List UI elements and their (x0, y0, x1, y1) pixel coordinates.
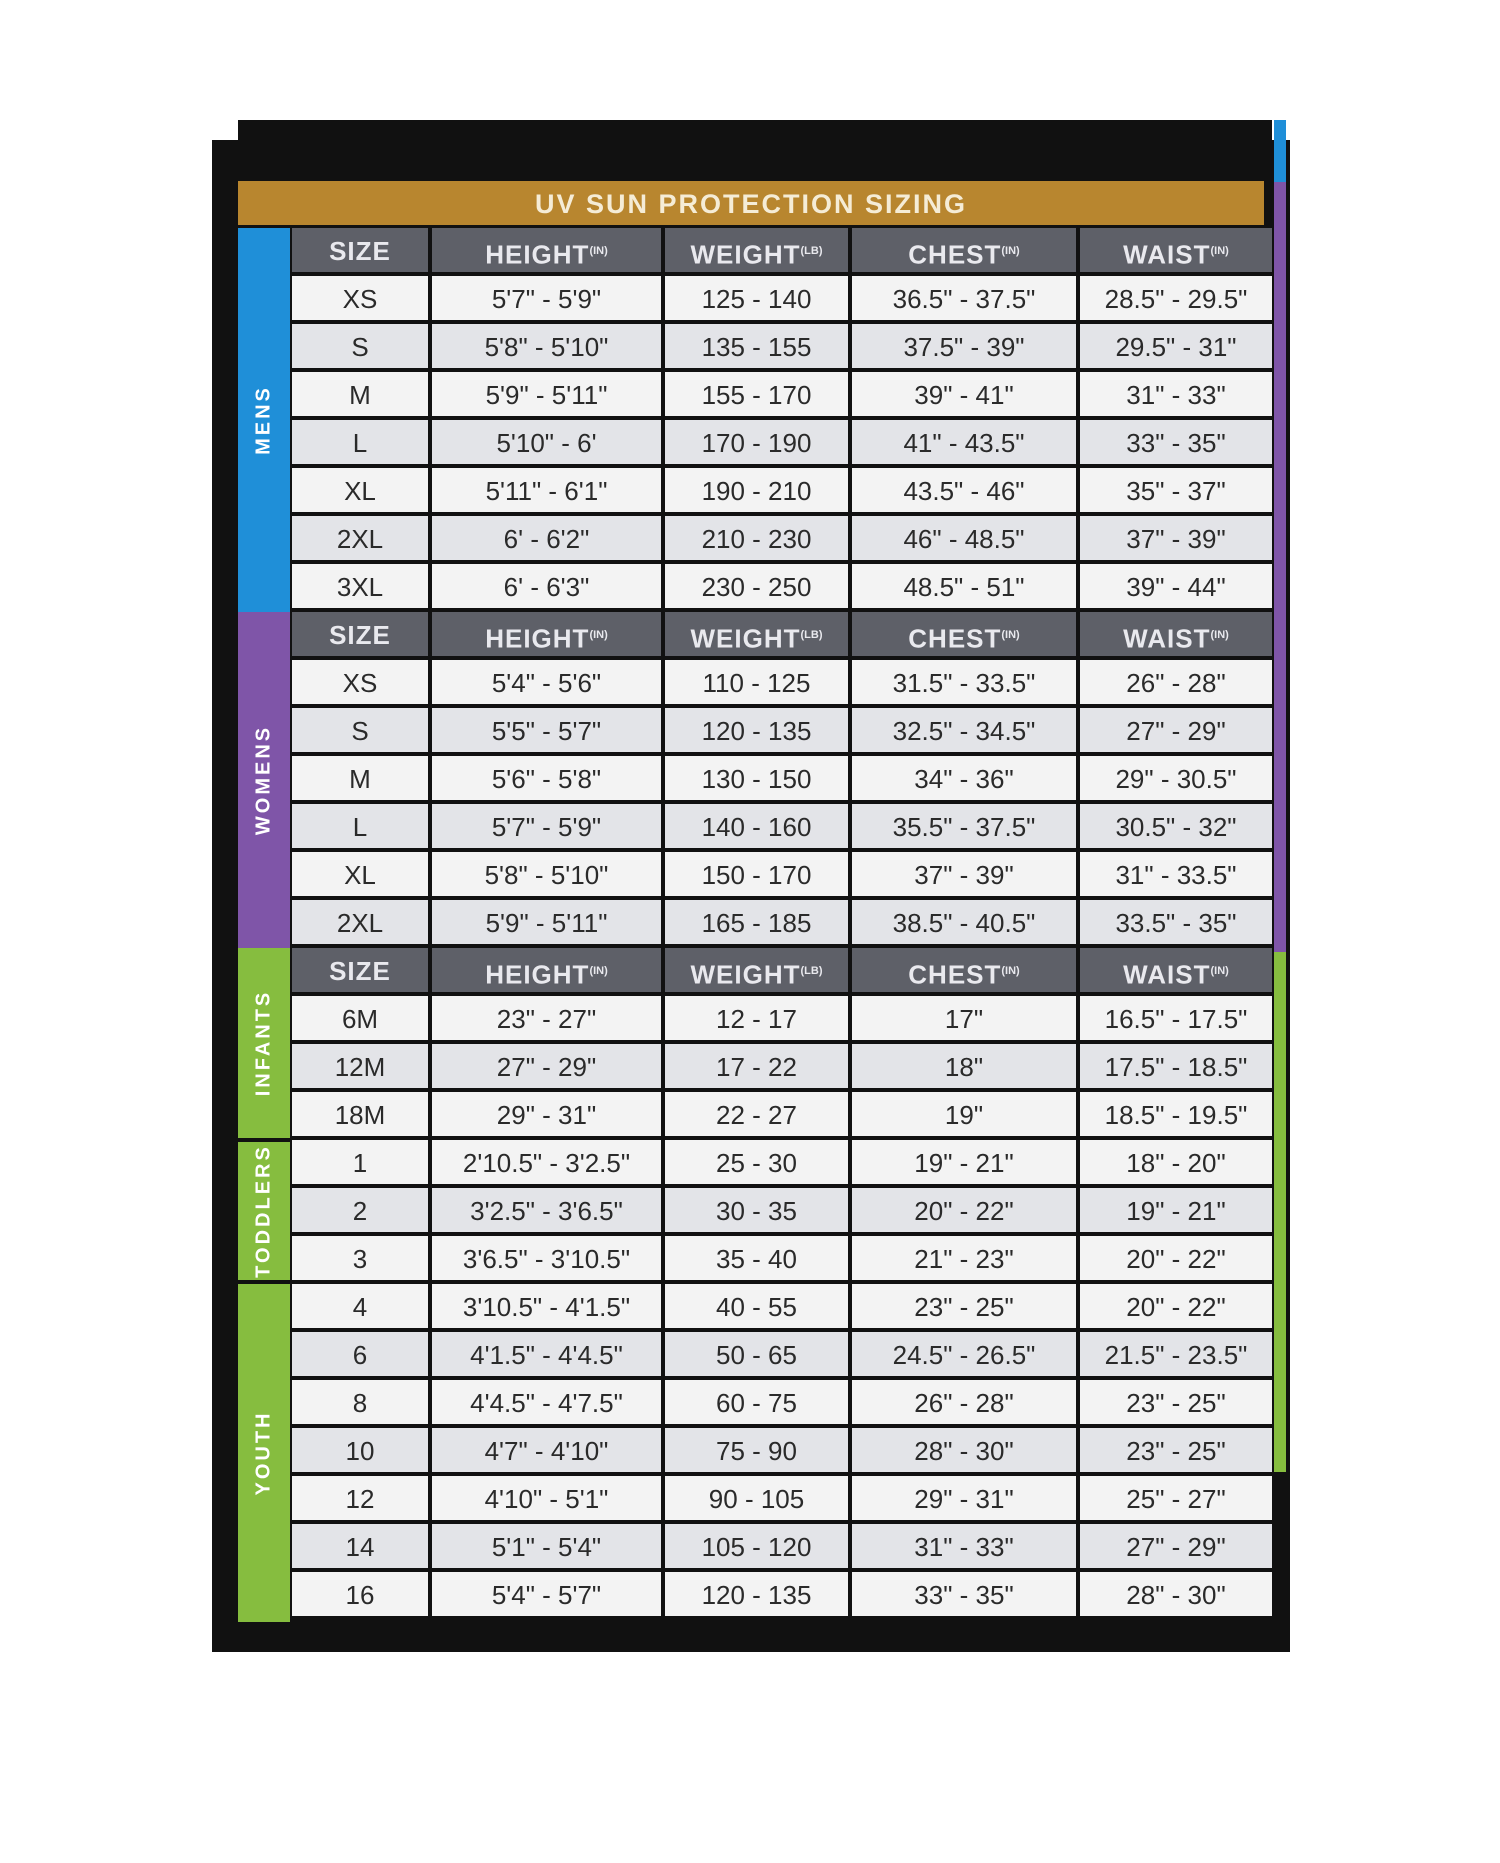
column-header-label: CHEST (908, 239, 1002, 270)
table-row (292, 1188, 1264, 1232)
column-header-height (432, 612, 661, 656)
table-cell-size: 4 (292, 1284, 428, 1328)
table-cell-size: XS (292, 276, 428, 320)
table-cell-size: 3XL (292, 564, 428, 608)
column-header-waist (1080, 612, 1272, 656)
table-row (292, 276, 1264, 320)
column-header-label: HEIGHT (485, 959, 590, 990)
toddlers-label: TODDLERS (252, 1144, 275, 1278)
table-cell-waist: 20" - 22" (1080, 1284, 1272, 1328)
table-cell-chest: 29" - 31" (852, 1476, 1076, 1520)
youth-label: YOUTH (252, 1410, 275, 1496)
table-cell-height: 5'9" - 5'11" (432, 372, 661, 416)
table-cell-weight: 40 - 55 (665, 1284, 848, 1328)
table-cell-chest: 46" - 48.5" (852, 516, 1076, 560)
column-header-label: WEIGHT (690, 239, 801, 270)
table-cell-waist: 31" - 33" (1080, 372, 1272, 416)
table-cell-weight: 165 - 185 (665, 900, 848, 944)
table-row (292, 372, 1264, 416)
table-cell-height: 27" - 29" (432, 1044, 661, 1088)
table-cell-size: 6 (292, 1332, 428, 1376)
table-cell-height: 5'4" - 5'7" (432, 1572, 661, 1616)
table-row (292, 852, 1264, 896)
column-header-unit: (IN) (1001, 965, 1020, 977)
table-cell-size: 2XL (292, 516, 428, 560)
table-cell-weight: 17 - 22 (665, 1044, 848, 1088)
page-title: UV SUN PROTECTION SIZING (238, 181, 1264, 225)
table-cell-weight: 170 - 190 (665, 420, 848, 464)
column-header-label: CHEST (908, 959, 1002, 990)
column-header-label: WEIGHT (690, 623, 801, 654)
table-cell-height: 6' - 6'2" (432, 516, 661, 560)
table-cell-chest: 17" (852, 996, 1076, 1040)
table-cell-weight: 125 - 140 (665, 276, 848, 320)
table-cell-weight: 135 - 155 (665, 324, 848, 368)
column-header-unit: (IN) (1210, 629, 1229, 641)
table-cell-height: 3'2.5" - 3'6.5" (432, 1188, 661, 1232)
column-header-label: HEIGHT (485, 623, 590, 654)
table-cell-chest: 19" - 21" (852, 1140, 1076, 1184)
infants-header-row (292, 948, 1264, 992)
table-cell-waist: 16.5" - 17.5" (1080, 996, 1272, 1040)
right-color-stripe (1274, 120, 1286, 1472)
table-cell-weight: 210 - 230 (665, 516, 848, 560)
table-cell-chest: 21" - 23" (852, 1236, 1076, 1280)
column-header-weight (665, 612, 848, 656)
column-header-unit: (IN) (589, 965, 608, 977)
table-cell-chest: 20" - 22" (852, 1188, 1076, 1232)
table-cell-size: 12M (292, 1044, 428, 1088)
table-cell-size: 6M (292, 996, 428, 1040)
table-cell-size: 18M (292, 1092, 428, 1136)
infants-label: INFANTS (252, 989, 275, 1097)
table-row (292, 900, 1264, 944)
column-header-height (432, 948, 661, 992)
table-cell-size: 3 (292, 1236, 428, 1280)
table-cell-height: 4'4.5" - 4'7.5" (432, 1380, 661, 1424)
column-header-label: SIZE (329, 236, 391, 266)
table-cell-height: 5'7" - 5'9" (432, 276, 661, 320)
table-cell-waist: 25" - 27" (1080, 1476, 1272, 1520)
mens-label: MENS (252, 385, 275, 455)
table-row (292, 324, 1264, 368)
table-row (292, 564, 1264, 608)
column-header-size (292, 948, 428, 992)
table-cell-size: 14 (292, 1524, 428, 1568)
table-cell-weight: 105 - 120 (665, 1524, 848, 1568)
table-cell-waist: 27" - 29" (1080, 1524, 1272, 1568)
table-cell-chest: 31" - 33" (852, 1524, 1076, 1568)
table-cell-chest: 19" (852, 1092, 1076, 1136)
column-header-unit: (IN) (1001, 629, 1020, 641)
table-row (292, 1380, 1264, 1424)
table-cell-weight: 120 - 135 (665, 708, 848, 752)
table-cell-height: 5'6" - 5'8" (432, 756, 661, 800)
table-cell-height: 5'4" - 5'6" (432, 660, 661, 704)
table-cell-chest: 38.5" - 40.5" (852, 900, 1076, 944)
table-cell-waist: 18.5" - 19.5" (1080, 1092, 1272, 1136)
table-row (292, 468, 1264, 512)
table-row (292, 1332, 1264, 1376)
table-cell-weight: 22 - 27 (665, 1092, 848, 1136)
column-header-label: WEIGHT (690, 959, 801, 990)
table-row (292, 1476, 1264, 1520)
womens-label: WOMENS (252, 724, 275, 836)
table-cell-weight: 140 - 160 (665, 804, 848, 848)
table-row (292, 756, 1264, 800)
table-cell-waist: 23" - 25" (1080, 1428, 1272, 1472)
table-cell-weight: 12 - 17 (665, 996, 848, 1040)
table-cell-weight: 130 - 150 (665, 756, 848, 800)
table-cell-waist: 26" - 28" (1080, 660, 1272, 704)
column-header-chest (852, 948, 1076, 992)
table-cell-size: L (292, 420, 428, 464)
table-cell-waist: 29" - 30.5" (1080, 756, 1272, 800)
table-row (292, 660, 1264, 704)
table-cell-height: 5'9" - 5'11" (432, 900, 661, 944)
table-cell-waist: 19" - 21" (1080, 1188, 1272, 1232)
table-cell-weight: 120 - 135 (665, 1572, 848, 1616)
table-cell-size: XL (292, 468, 428, 512)
column-header-waist (1080, 228, 1272, 272)
column-header-chest (852, 612, 1076, 656)
column-header-unit: (LB) (800, 629, 823, 641)
table-cell-size: 12 (292, 1476, 428, 1520)
table-cell-chest: 23" - 25" (852, 1284, 1076, 1328)
column-header-weight (665, 228, 848, 272)
table-cell-height: 5'5" - 5'7" (432, 708, 661, 752)
column-header-label: WAIST (1123, 959, 1211, 990)
table-cell-height: 5'8" - 5'10" (432, 852, 661, 896)
table-cell-size: M (292, 756, 428, 800)
table-cell-waist: 35" - 37" (1080, 468, 1272, 512)
table-cell-chest: 35.5" - 37.5" (852, 804, 1076, 848)
table-cell-size: 16 (292, 1572, 428, 1616)
table-cell-weight: 25 - 30 (665, 1140, 848, 1184)
table-cell-weight: 60 - 75 (665, 1380, 848, 1424)
column-header-chest (852, 228, 1076, 272)
table-row (292, 1572, 1264, 1616)
table-cell-chest: 41" - 43.5" (852, 420, 1076, 464)
table-cell-height: 23" - 27" (432, 996, 661, 1040)
column-header-unit: (IN) (1210, 965, 1229, 977)
column-header-label: WAIST (1123, 239, 1211, 270)
table-cell-size: 10 (292, 1428, 428, 1472)
table-cell-size: L (292, 804, 428, 848)
table-cell-chest: 48.5" - 51" (852, 564, 1076, 608)
column-header-unit: (IN) (589, 629, 608, 641)
table-cell-weight: 90 - 105 (665, 1476, 848, 1520)
table-row (292, 804, 1264, 848)
table-cell-height: 5'8" - 5'10" (432, 324, 661, 368)
table-cell-waist: 39" - 44" (1080, 564, 1272, 608)
column-header-waist (1080, 948, 1272, 992)
table-cell-height: 2'10.5" - 3'2.5" (432, 1140, 661, 1184)
column-header-height (432, 228, 661, 272)
column-header-label: SIZE (329, 956, 391, 986)
toddlers-band (238, 1142, 290, 1280)
table-cell-size: S (292, 708, 428, 752)
column-header-weight (665, 948, 848, 992)
table-cell-waist: 17.5" - 18.5" (1080, 1044, 1272, 1088)
table-cell-waist: 28" - 30" (1080, 1572, 1272, 1616)
table-cell-waist: 18" - 20" (1080, 1140, 1272, 1184)
frame-notch (212, 118, 238, 140)
table-cell-size: M (292, 372, 428, 416)
table-row (292, 1284, 1264, 1328)
table-cell-weight: 190 - 210 (665, 468, 848, 512)
table-cell-waist: 29.5" - 31" (1080, 324, 1272, 368)
column-header-label: SIZE (329, 620, 391, 650)
table-cell-chest: 28" - 30" (852, 1428, 1076, 1472)
table-cell-size: 8 (292, 1380, 428, 1424)
mens-band (238, 228, 290, 612)
column-header-unit: (IN) (1210, 245, 1229, 257)
column-header-label: CHEST (908, 623, 1002, 654)
table-row (292, 1044, 1264, 1088)
table-row (292, 1524, 1264, 1568)
table-cell-chest: 33" - 35" (852, 1572, 1076, 1616)
table-cell-weight: 50 - 65 (665, 1332, 848, 1376)
table-row (292, 516, 1264, 560)
table-cell-weight: 75 - 90 (665, 1428, 848, 1472)
table-cell-weight: 35 - 40 (665, 1236, 848, 1280)
table-cell-height: 5'1" - 5'4" (432, 1524, 661, 1568)
column-header-unit: (IN) (1001, 245, 1020, 257)
table-cell-chest: 37" - 39" (852, 852, 1076, 896)
table-cell-waist: 28.5" - 29.5" (1080, 276, 1272, 320)
table-cell-waist: 23" - 25" (1080, 1380, 1272, 1424)
kids-stripe (1274, 952, 1286, 1472)
table-cell-height: 4'10" - 5'1" (432, 1476, 661, 1520)
womens-band (238, 612, 290, 948)
table-cell-waist: 20" - 22" (1080, 1236, 1272, 1280)
table-row (292, 1236, 1264, 1280)
table-row (292, 420, 1264, 464)
table-cell-height: 5'10" - 6' (432, 420, 661, 464)
table-cell-waist: 37" - 39" (1080, 516, 1272, 560)
table-cell-height: 6' - 6'3" (432, 564, 661, 608)
mens-header-row (292, 228, 1264, 272)
table-cell-size: 1 (292, 1140, 428, 1184)
table-cell-size: XL (292, 852, 428, 896)
table-row (292, 708, 1264, 752)
table-cell-weight: 230 - 250 (665, 564, 848, 608)
table-cell-height: 3'6.5" - 3'10.5" (432, 1236, 661, 1280)
womens-stripe (1274, 182, 1286, 952)
table-row (292, 1428, 1264, 1472)
table-cell-chest: 39" - 41" (852, 372, 1076, 416)
womens-header-row (292, 612, 1264, 656)
table-cell-chest: 34" - 36" (852, 756, 1076, 800)
table-cell-height: 29" - 31" (432, 1092, 661, 1136)
group-bands (238, 228, 290, 1626)
column-header-label: HEIGHT (485, 239, 590, 270)
table-cell-waist: 31" - 33.5" (1080, 852, 1272, 896)
column-header-size (292, 612, 428, 656)
table-cell-chest: 37.5" - 39" (852, 324, 1076, 368)
table-cell-size: 2 (292, 1188, 428, 1232)
table-cell-chest: 32.5" - 34.5" (852, 708, 1076, 752)
table-cell-size: S (292, 324, 428, 368)
table-cell-waist: 33.5" - 35" (1080, 900, 1272, 944)
column-header-size (292, 228, 428, 272)
table-cell-size: 2XL (292, 900, 428, 944)
table-cell-waist: 27" - 29" (1080, 708, 1272, 752)
table-row (292, 1092, 1264, 1136)
mens-stripe (1274, 120, 1286, 182)
table-cell-weight: 30 - 35 (665, 1188, 848, 1232)
column-header-label: WAIST (1123, 623, 1211, 654)
table-cell-chest: 18" (852, 1044, 1076, 1088)
table-cell-weight: 150 - 170 (665, 852, 848, 896)
table-cell-waist: 30.5" - 32" (1080, 804, 1272, 848)
table-cell-weight: 110 - 125 (665, 660, 848, 704)
table-row (292, 996, 1264, 1040)
infants-band (238, 948, 290, 1138)
table-cell-size: XS (292, 660, 428, 704)
table-cell-height: 5'7" - 5'9" (432, 804, 661, 848)
table-cell-chest: 31.5" - 33.5" (852, 660, 1076, 704)
table-cell-height: 4'1.5" - 4'4.5" (432, 1332, 661, 1376)
column-header-unit: (LB) (800, 965, 823, 977)
table-cell-height: 5'11" - 6'1" (432, 468, 661, 512)
table-cell-height: 4'7" - 4'10" (432, 1428, 661, 1472)
column-header-unit: (LB) (800, 245, 823, 257)
table-cell-waist: 33" - 35" (1080, 420, 1272, 464)
table-cell-chest: 43.5" - 46" (852, 468, 1076, 512)
youth-band (238, 1284, 290, 1622)
table-cell-weight: 155 - 170 (665, 372, 848, 416)
table-cell-chest: 36.5" - 37.5" (852, 276, 1076, 320)
table-cell-waist: 21.5" - 23.5" (1080, 1332, 1272, 1376)
table-row (292, 1140, 1264, 1184)
size-table (292, 228, 1264, 1620)
table-cell-chest: 26" - 28" (852, 1380, 1076, 1424)
table-cell-chest: 24.5" - 26.5" (852, 1332, 1076, 1376)
table-cell-height: 3'10.5" - 4'1.5" (432, 1284, 661, 1328)
column-header-unit: (IN) (589, 245, 608, 257)
